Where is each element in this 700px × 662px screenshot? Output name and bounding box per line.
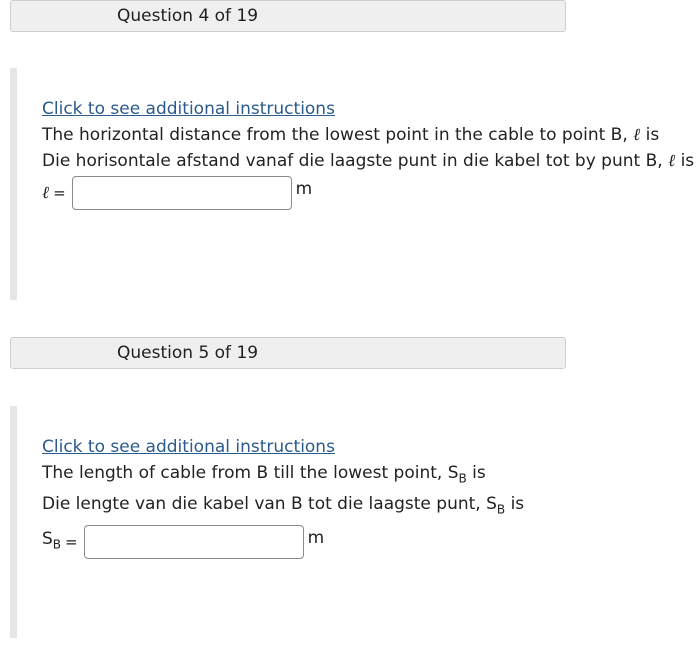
q5-unit: m xyxy=(307,527,325,548)
q5-additional-instructions-link[interactable]: Click to see additional instructions xyxy=(42,437,335,457)
q5-answer-row: $S_B$ = m xyxy=(42,525,524,559)
q5-answer-input[interactable] xyxy=(84,525,304,559)
q4-prompt-afrikaans: Die horisontale afstand vanaf die laagste punt in die kabel tot by punt B, ℓ is xyxy=(42,151,695,171)
question-5-body xyxy=(10,406,690,638)
q4-additional-instructions-link[interactable]: Click to see additional instructions xyxy=(42,99,335,119)
question-4-header xyxy=(10,0,566,32)
q4-prompt-english: The horizontal distance from the lowest point in the cable to point B, ℓ is xyxy=(42,125,660,145)
q5-sb-symbol: $S_B$ xyxy=(447,463,467,486)
q4-ell-symbol: ℓ xyxy=(633,125,641,145)
question-4-title: Question 4 of 19 xyxy=(117,6,259,26)
q5-sb-symbol-af: $S_B$ xyxy=(486,494,506,517)
q4-ell-symbol-af: ℓ xyxy=(668,151,676,171)
question-4-side-bar xyxy=(10,68,17,300)
q4-unit: m xyxy=(295,179,313,199)
q4-answer-input[interactable] xyxy=(72,176,292,210)
question-4-body xyxy=(10,68,695,300)
question-5-side-bar xyxy=(10,406,17,638)
q5-prompt-afrikaans: Die lengte van die kabel van B tot die laagste punt, $S_B$ is xyxy=(42,494,525,517)
q5-answer-label: $S_B$ xyxy=(42,529,62,552)
question-5-title: Question 5 of 19 xyxy=(117,343,259,363)
q4-answer-label: ℓ xyxy=(42,183,50,203)
q4-answer-row: ℓ = m xyxy=(42,176,694,210)
q5-prompt-english: The length of cable from B till the lowest point, $S_B$ is xyxy=(42,463,486,486)
question-5-header xyxy=(10,337,566,369)
